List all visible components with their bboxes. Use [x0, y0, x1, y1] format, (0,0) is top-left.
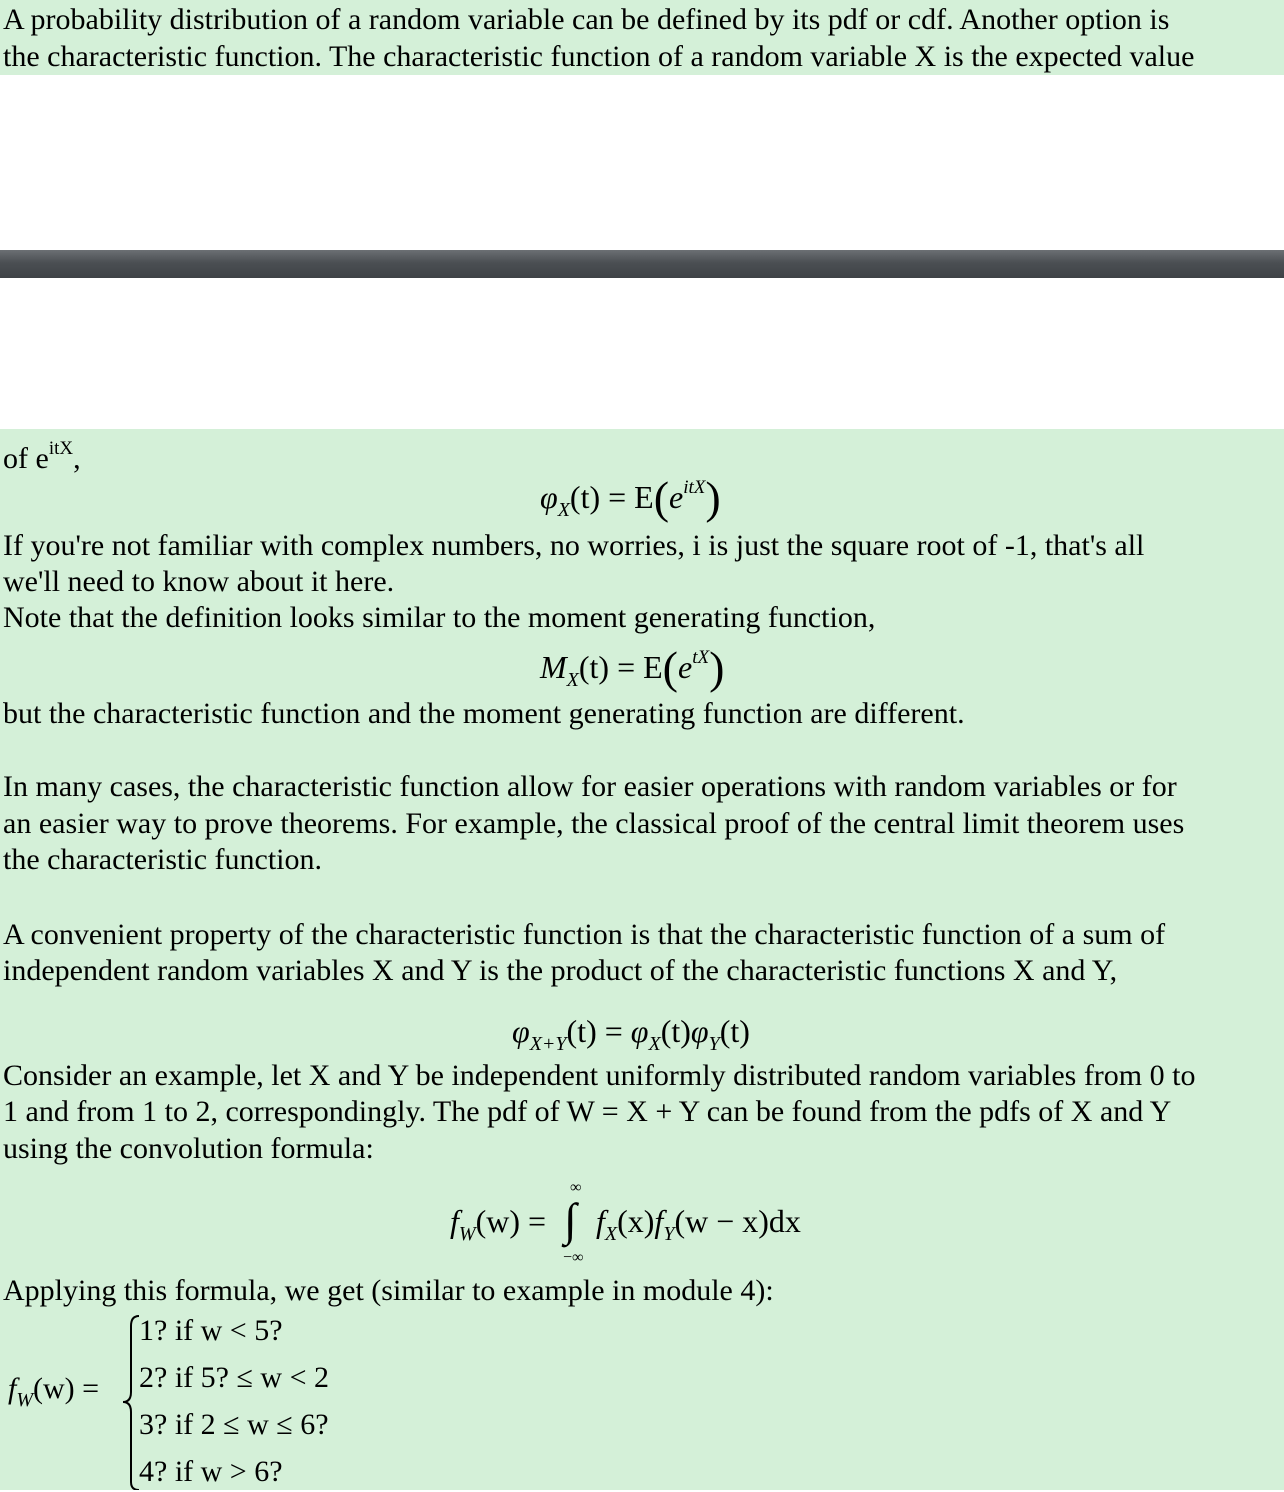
integral-upper: ∞	[570, 1179, 582, 1196]
intro-line-1: A probability distribution of a random variable can be defined by its pdf or cdf. Another option is	[3, 3, 1170, 36]
cases-line-3: the characteristic function.	[3, 843, 323, 876]
property-line-2: independent random variables X and Y is the product of the characteristic functions X and Y,	[3, 954, 1118, 987]
cases-line-2: an easier way to prove theorems. For example, the classical proof of the central limit theorem uses	[3, 807, 1185, 840]
of-suffix: ,	[73, 442, 81, 475]
intro-line-2: the characteristic function. The characteristic function of a random variable X is the expected value	[3, 39, 1195, 73]
cases-line-1: In many cases, the characteristic function allow for easier operations with random variables or for	[3, 770, 1177, 803]
of-prefix: of e	[3, 442, 49, 475]
case-4: 4? if w > 6?	[139, 1455, 283, 1488]
eq-piecewise: $f_W(w)$ = 1? if w < 5? 2? if 5? ≤ w < 2 3? if 2 ≤ w ≤ 6? 4? if w > 6?	[8, 1314, 330, 1488]
example-line-2: 1 and from 1 to 2, correspondingly. The pdf of W = X + Y can be found from the pdfs of X and Y	[3, 1095, 1172, 1128]
complex-line-1: If you're not familiar with complex numbers, no worries, i is just the square root of -1, that's all	[3, 529, 1145, 562]
example-line-3: using the convolution formula:	[3, 1132, 374, 1165]
eq-characteristic-def: $\varphi_X(t) = E(e^{itX})$	[540, 472, 721, 523]
integral-lower: −∞	[563, 1249, 584, 1266]
case-3: 3? if 2 ≤ w ≤ 6?	[139, 1408, 329, 1441]
of-sup: itX	[48, 438, 74, 459]
example-line-1: Consider an example, let X and Y be independent uniformly distributed random variables from 0 to	[3, 1059, 1196, 1092]
note-line: Note that the definition looks similar to the moment generating function,	[3, 601, 876, 634]
complex-line-2: we'll need to know about it here.	[3, 565, 395, 598]
main-content	[0, 429, 1284, 1490]
eq-convolution: $f_W(w)$ = ∞ ∫ −∞ $f_X(x)f_Y(w - x)dx$	[450, 1179, 801, 1266]
property-line-1: A convenient property of the characteristic function is that the characteristic function of a sum of	[3, 918, 1166, 951]
divider-bar	[0, 250, 1284, 278]
different-line: but the characteristic function and the moment generating function are different.	[3, 697, 965, 730]
intro-paragraph	[0, 0, 1284, 75]
case-2: 2? if 5? ≤ w < 2	[139, 1361, 330, 1394]
eq-mgf-def: $M_X(t) = E(e^{tX})$	[540, 642, 725, 693]
of-e-itx	[0, 431, 81, 478]
applying-line: Applying this formula, we get (similar to example in module 4):	[3, 1274, 774, 1307]
eq-sum-product: $\varphi_{X+Y}(t) = \varphi_X(t)\varphi_Y(t)$	[512, 1013, 750, 1055]
case-1: 1? if w < 5?	[139, 1314, 283, 1347]
integral-sign: ∫	[564, 1194, 577, 1245]
